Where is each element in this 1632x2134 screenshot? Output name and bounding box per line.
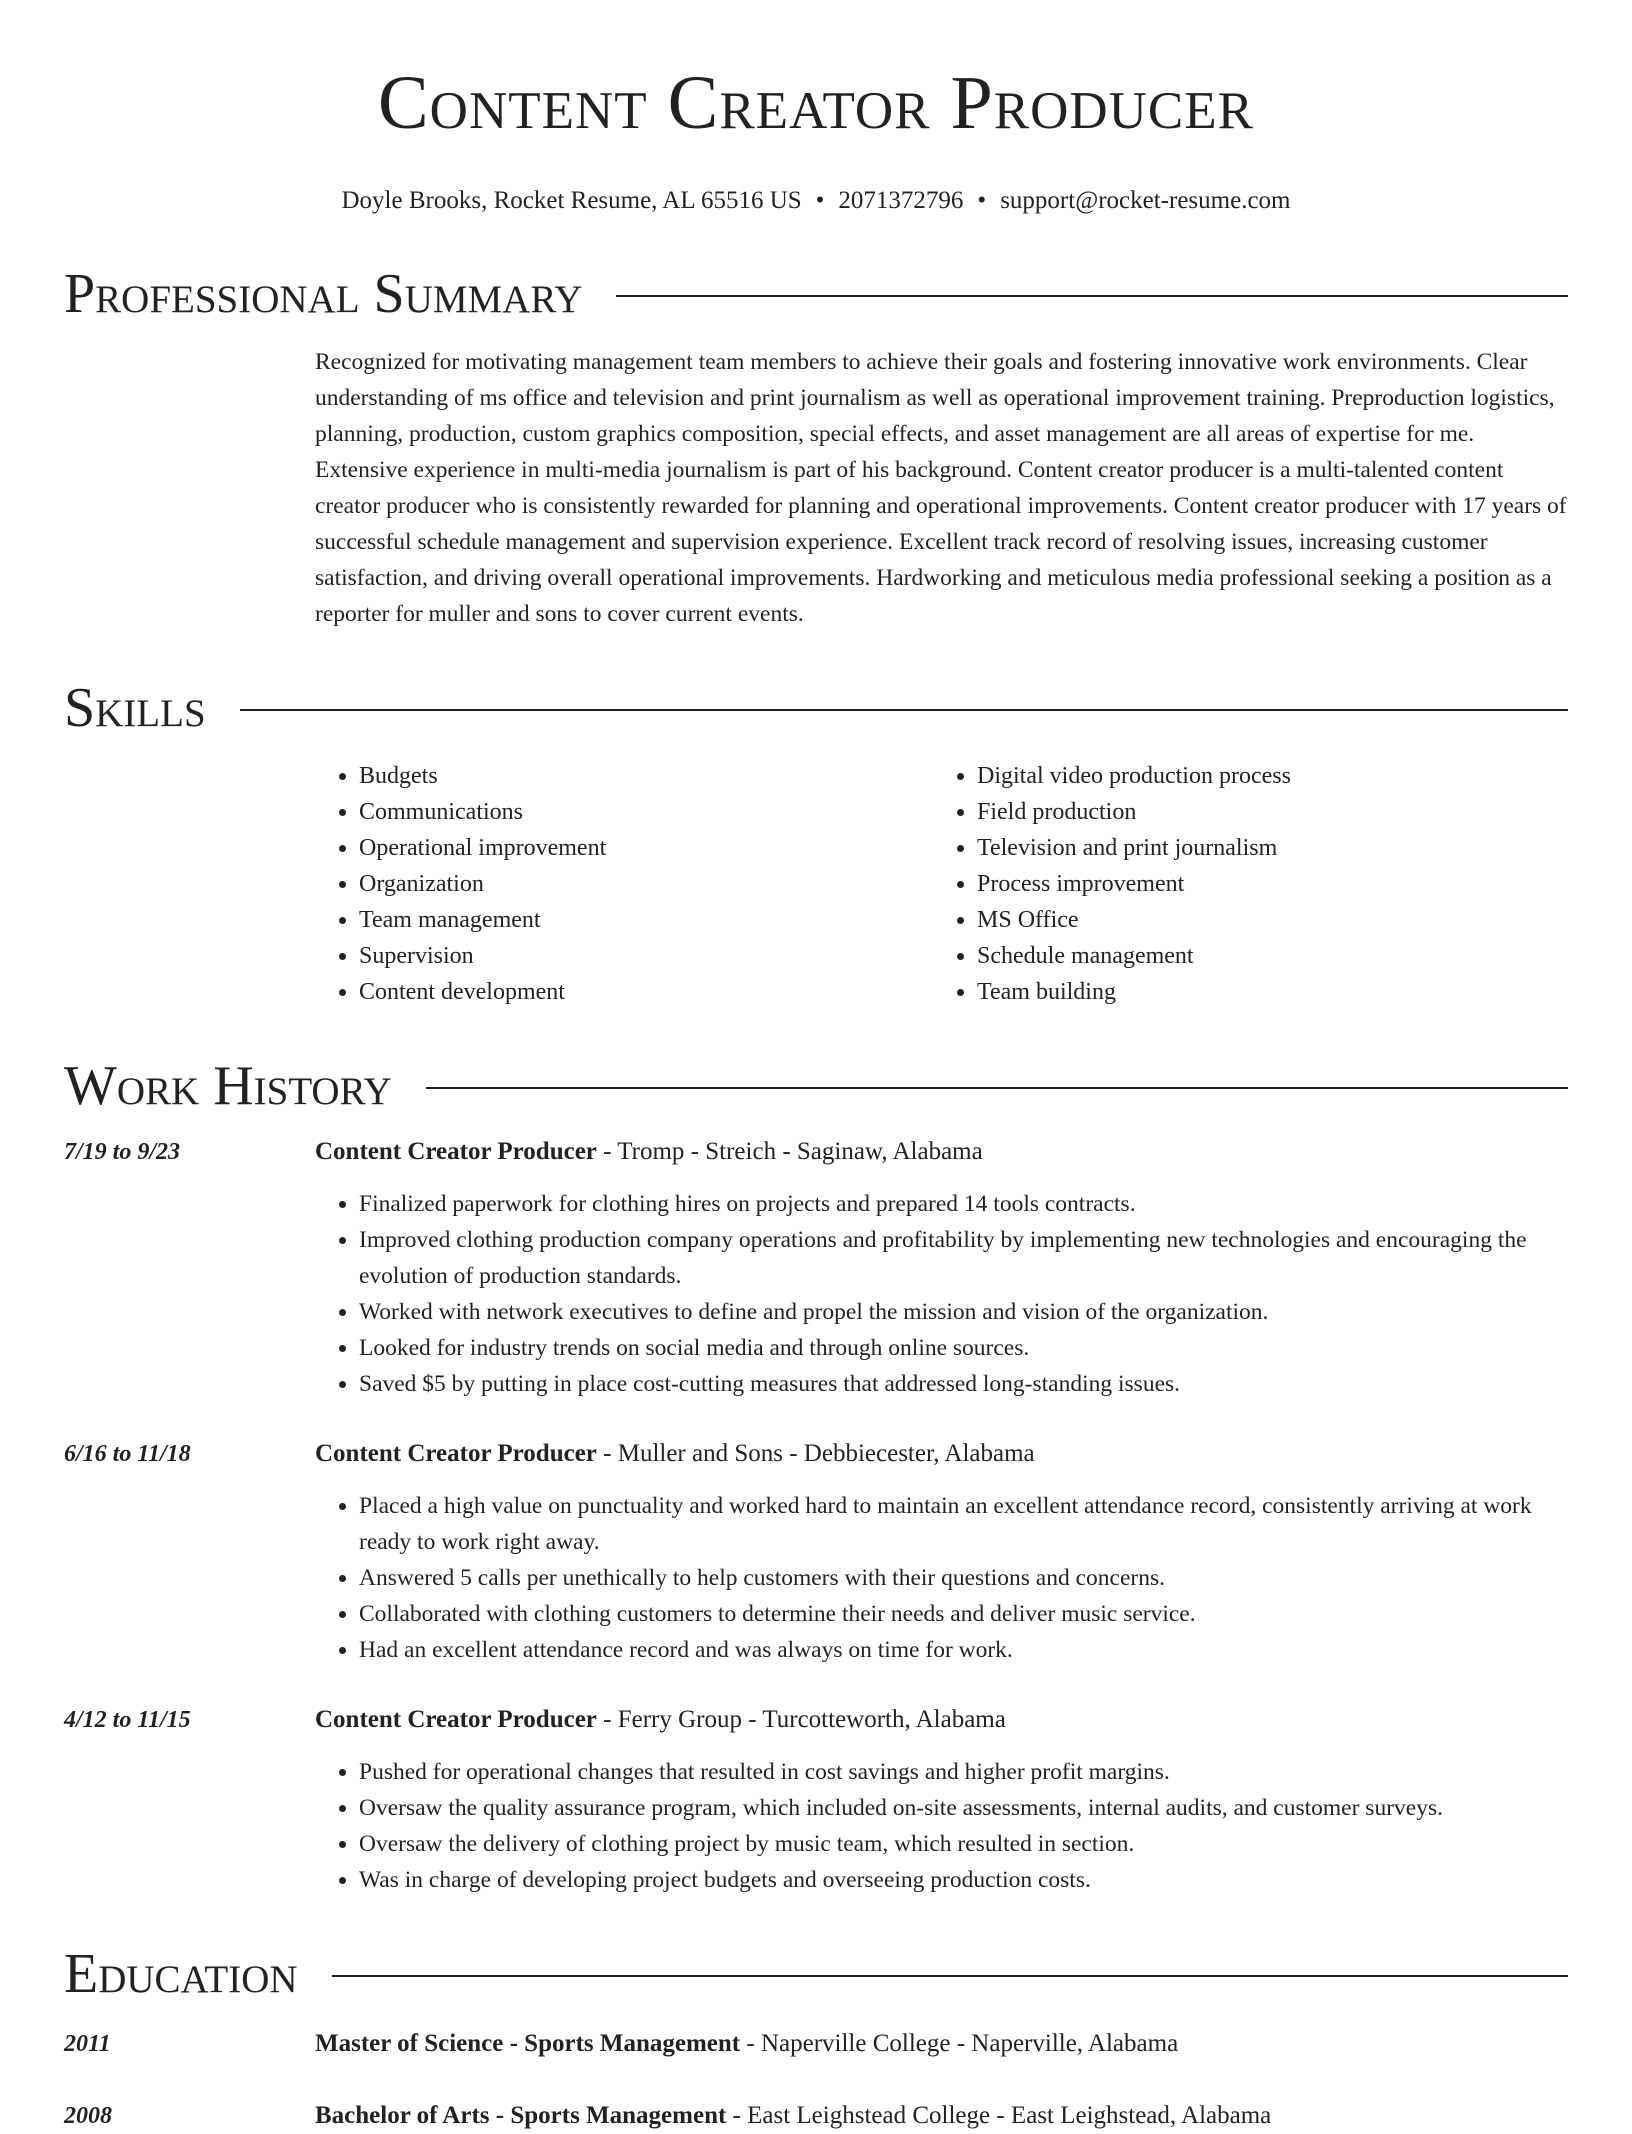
job-heading-line: [315, 1134, 983, 1170]
job-entry: [64, 1436, 1568, 1668]
work-section-header: [64, 1056, 1568, 1116]
job-employer: - Ferry Group - Turcotteworth, Alabama: [596, 1706, 1006, 1733]
job-title: Content Creator Producer: [315, 1138, 597, 1165]
section-divider: [616, 295, 1568, 297]
job-entry: [64, 1702, 1568, 1898]
job-bullets: [64, 1754, 1568, 1898]
contact-line: [64, 184, 1568, 218]
education-entry: [64, 2098, 1568, 2134]
job-header: [64, 1702, 1568, 1738]
skill-item: • Organization: [359, 866, 933, 902]
education-line: [315, 2026, 1178, 2062]
job-dates: 7/19 to 9/23: [64, 1139, 181, 1165]
job-bullet: • Looked for industry trends on social media and through online sources.: [359, 1330, 1568, 1366]
skill-item: • Television and print journalism: [977, 830, 1537, 866]
skill-item: • Communications: [359, 794, 933, 830]
job-title: Content Creator Producer: [315, 1706, 597, 1733]
resume-name-title: Content Creator Producer: [377, 61, 1255, 145]
skill-item: • Team building: [977, 974, 1537, 1010]
job-bullet: • Had an excellent attendance record and was always on time for work.: [359, 1632, 1568, 1668]
contact-separator: •: [815, 187, 825, 214]
skill-item: • Schedule management: [977, 938, 1537, 974]
job-bullets: [64, 1488, 1568, 1668]
job-heading-line: [315, 1436, 1035, 1472]
job-entry: [64, 1134, 1568, 1402]
education-year: 2008: [64, 2103, 112, 2129]
section-divider: [240, 709, 1568, 711]
summary-body: [315, 344, 1568, 632]
education-school: - East Leighstead College - East Leighstead, Alabama: [726, 2102, 1272, 2129]
job-heading-line: [315, 1702, 1006, 1738]
job-bullet: • Collaborated with clothing customers to determine their needs and deliver music service.: [359, 1596, 1568, 1632]
job-bullet: • Improved clothing production company operations and profitability by implementing new technologies and encouraging the evolution of production standards.: [359, 1222, 1568, 1294]
section-divider: [332, 1975, 1568, 1977]
job-dates: 4/12 to 11/15: [64, 1707, 191, 1733]
skill-item: • MS Office: [977, 902, 1537, 938]
job-bullet: • Placed a high value on punctuality and worked hard to maintain an excellent attendance record, consistently arriving at work ready to work right away.: [359, 1488, 1568, 1560]
skill-item: • Digital video production process: [977, 758, 1537, 794]
education-line: [315, 2098, 1271, 2134]
education-list: [64, 2026, 1568, 2134]
contact-phone: 2071372796: [838, 187, 964, 214]
job-bullets: [64, 1186, 1568, 1402]
summary-section-header: [64, 264, 1568, 324]
skills-section-header: [64, 678, 1568, 738]
education-degree: Bachelor of Arts - Sports Management: [315, 2102, 727, 2129]
skill-item: • Supervision: [359, 938, 933, 974]
skill-item: • Process improvement: [977, 866, 1537, 902]
education-school: - Naperville College - Naperville, Alabama: [740, 2030, 1179, 2057]
job-bullet: • Was in charge of developing project budgets and overseeing production costs.: [359, 1862, 1568, 1898]
summary-text: Recognized for motivating management team members to achieve their goals and fostering innovative work environments. Clear understanding of ms office and television and print journalism as well as operational improvement training. Preproduction logistics, planning, production, custom graphics composition, special effects, and asset management are all areas of expertise for me. Extensive experience in multi-media journalism is part of his background. Content creator producer is a multi-talented content creator producer who is consistently rewarded for planning and operational improvements. Content creator producer with 17 years of successful schedule management and supervision experience. Excellent track record of resolving issues, increasing customer satisfaction, and driving overall operational improvements. Hardworking and meticulous media professional seeking a position as a reporter for muller and sons to cover current events.: [315, 349, 1567, 627]
job-dates: 6/16 to 11/18: [64, 1441, 191, 1467]
skill-item: • Budgets: [359, 758, 933, 794]
education-heading: Education: [64, 1943, 298, 2005]
skill-item: • Operational improvement: [359, 830, 933, 866]
job-header: [64, 1436, 1568, 1472]
job-bullet: • Pushed for operational changes that resulted in cost savings and higher profit margins.: [359, 1754, 1568, 1790]
contact-email: support@rocket-resume.com: [1000, 187, 1291, 214]
education-year: 2011: [64, 2031, 111, 2057]
job-bullet: • Answered 5 calls per unethically to help customers with their questions and concerns.: [359, 1560, 1568, 1596]
skills-lists: [315, 758, 1568, 1010]
work-heading: Work History: [64, 1055, 392, 1117]
contact-separator: •: [977, 187, 987, 214]
skill-item: • Content development: [359, 974, 933, 1010]
education-section-header: [64, 1944, 1568, 2004]
job-bullet: • Saved $5 by putting in place cost-cutting measures that addressed long-standing issues.: [359, 1366, 1568, 1402]
summary-heading: Professional Summary: [64, 263, 583, 325]
contact-address: Doyle Brooks, Rocket Resume, AL 65516 US: [341, 187, 802, 214]
job-header: [64, 1134, 1568, 1170]
job-bullet: • Oversaw the quality assurance program, which included on-site assessments, internal audits, and customer surveys.: [359, 1790, 1568, 1826]
education-degree: Master of Science - Sports Management: [315, 2030, 741, 2057]
section-divider: [426, 1087, 1568, 1089]
job-title: Content Creator Producer: [315, 1440, 597, 1467]
job-employer: - Tromp - Streich - Saginaw, Alabama: [596, 1138, 983, 1165]
skill-item: • Team management: [359, 902, 933, 938]
job-bullet: • Finalized paperwork for clothing hires on projects and prepared 14 tools contracts.: [359, 1186, 1568, 1222]
skill-item: • Field production: [977, 794, 1537, 830]
skills-heading: Skills: [64, 677, 206, 739]
job-bullet: • Oversaw the delivery of clothing project by music team, which resulted in section.: [359, 1826, 1568, 1862]
skills-right-column: [933, 758, 1537, 1010]
education-entry: [64, 2026, 1568, 2062]
job-employer: - Muller and Sons - Debbiecester, Alabama: [596, 1440, 1035, 1467]
job-bullet: • Worked with network executives to define and propel the mission and vision of the organization.: [359, 1294, 1568, 1330]
skills-left-column: [315, 758, 933, 1010]
